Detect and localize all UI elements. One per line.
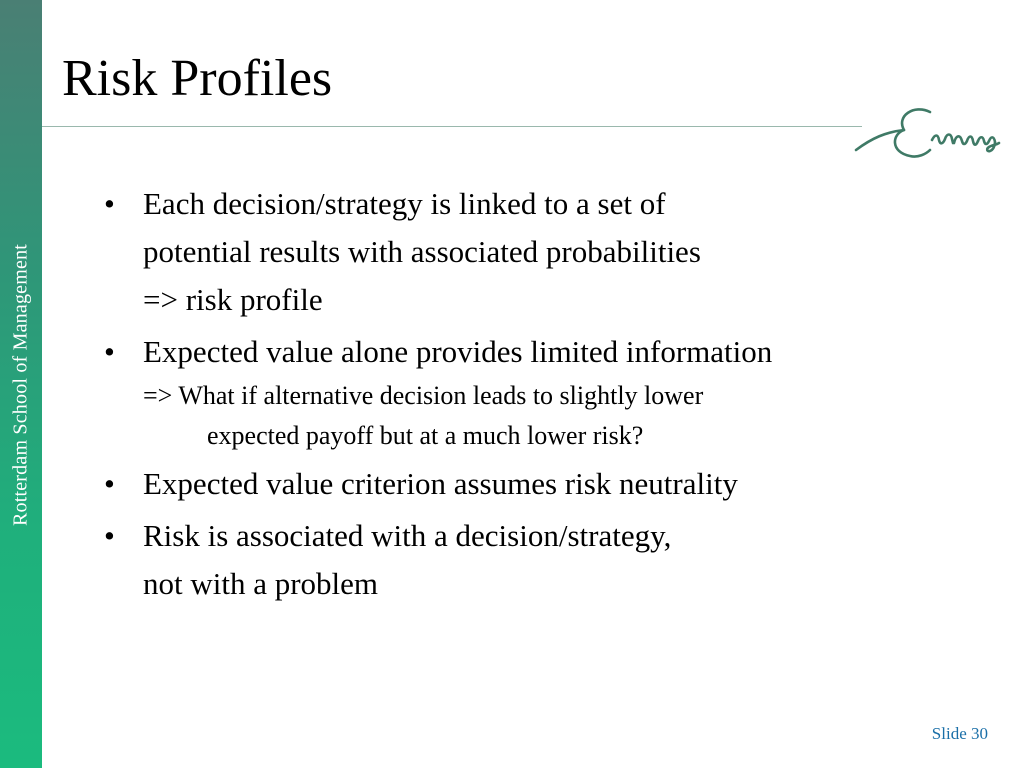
- bullet-marker: •: [104, 186, 115, 221]
- bullet-marker: •: [104, 334, 115, 369]
- bullet-line: not with a problem: [143, 566, 379, 601]
- bullet-list: [100, 180, 980, 612]
- bullet-line: Each decision/strategy is linked to a set of: [143, 186, 666, 221]
- bullet-marker: •: [104, 518, 115, 553]
- title-divider: [42, 126, 862, 127]
- bullet-marker: •: [104, 466, 115, 501]
- bullet-subline: => What if alternative decision leads to slightly lower: [143, 381, 704, 410]
- bullet-item: [100, 512, 980, 608]
- bullet-item: [100, 180, 980, 324]
- bullet-line: Expected value alone provides limited information: [143, 334, 773, 369]
- slide-title: Risk Profiles: [62, 50, 333, 107]
- bullet-item: [100, 328, 980, 456]
- sidebar-label: Rotterdam School of Management: [9, 243, 32, 527]
- erasmus-signature-logo: [852, 100, 1012, 166]
- slide-number: Slide 30: [931, 724, 988, 743]
- bullet-line: Expected value criterion assumes risk neutrality: [143, 466, 738, 501]
- bullet-line: Risk is associated with a decision/strategy,: [143, 518, 672, 553]
- bullet-line: => risk profile: [143, 282, 323, 317]
- bullet-item: [100, 460, 980, 508]
- bullet-line: potential results with associated probabilities: [143, 234, 701, 269]
- sidebar-band: [0, 0, 42, 768]
- bullet-subline: expected payoff but at a much lower risk?: [207, 421, 644, 450]
